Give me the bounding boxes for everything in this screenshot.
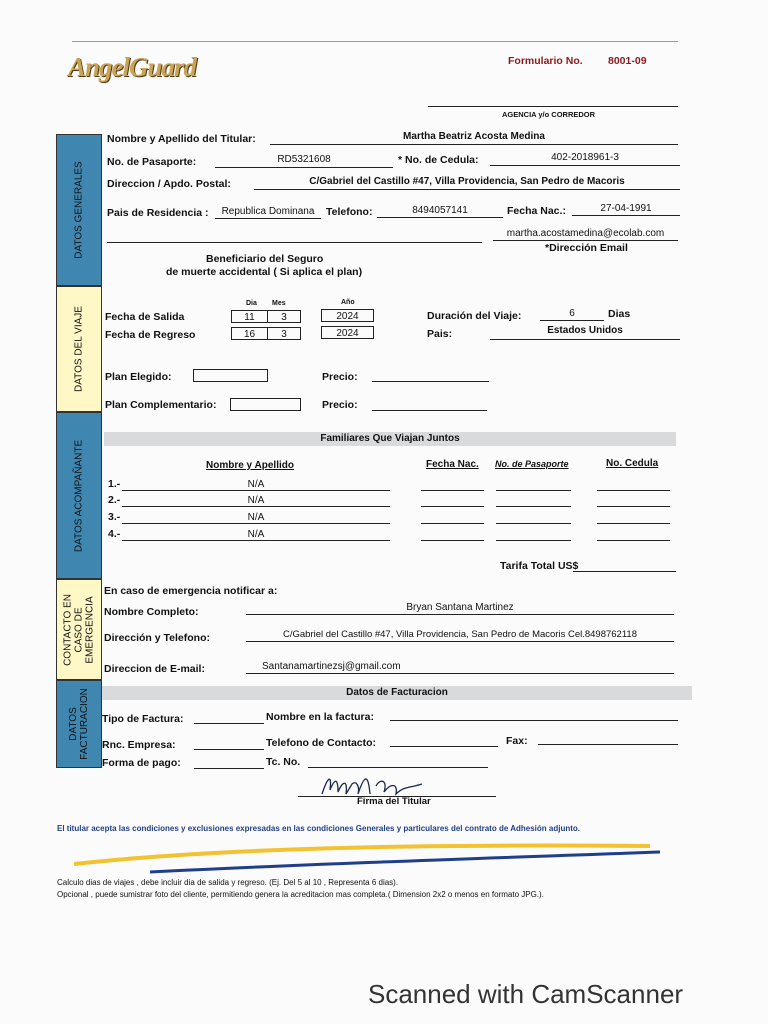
emergency-address-value: C/Gabriel del Castillo #47, Villa Providencia, San Pedro de Macoris Cel.8498762118 xyxy=(283,629,637,640)
emergency-name-value: Bryan Santana Martinez xyxy=(406,602,514,613)
address-line xyxy=(254,189,680,190)
beneficiary-line xyxy=(107,242,482,243)
trip-country-value: Estados Unidos xyxy=(547,325,623,336)
duration-label: Duración del Viaje: xyxy=(427,310,522,322)
section-datos-generales: DATOS GENERALES xyxy=(56,134,102,286)
card-label: Tc. No. xyxy=(266,756,301,768)
phone-line xyxy=(377,217,503,218)
invoice-name-line xyxy=(390,720,678,721)
emergency-name-label: Nombre Completo: xyxy=(104,606,199,618)
trip-country-line xyxy=(490,339,680,340)
companion-row-name: N/A xyxy=(247,495,265,506)
top-rule xyxy=(72,41,678,42)
birth-value: 27-04-1991 xyxy=(600,203,652,214)
cedula-label: * No. de Cedula: xyxy=(398,154,479,166)
passport-value: RD5321608 xyxy=(277,154,331,165)
rnc-label: Rnc. Empresa: xyxy=(102,739,176,751)
beneficiary-label-2: de muerte accidental ( Si aplica el plan) xyxy=(166,266,363,278)
return-label: Fecha de Regreso xyxy=(105,329,196,341)
emergency-address-line xyxy=(246,641,674,642)
duration-line xyxy=(540,320,604,321)
email-line xyxy=(493,240,678,241)
companion-cedula-line xyxy=(597,540,670,541)
companions-bar: Familiares Que Viajan Juntos xyxy=(104,432,676,446)
emergency-email-line xyxy=(246,673,674,674)
companion-cedula-line xyxy=(597,506,670,507)
cedula-value: 402-2018961-3 xyxy=(551,152,619,163)
return-month[interactable]: 3 xyxy=(267,327,301,340)
companion-cedula-line xyxy=(597,490,670,491)
month-header: Mes xyxy=(272,300,286,307)
companion-name-line xyxy=(122,490,390,491)
plan-input[interactable] xyxy=(193,369,268,382)
holder-label: Nombre y Apellido del Titular: xyxy=(107,133,256,145)
companion-row-number: 3.- xyxy=(108,511,121,523)
address-label: Direccion / Apdo. Postal: xyxy=(107,178,231,190)
fax-label: Fax: xyxy=(506,735,528,747)
signature-label: Firma del Titular xyxy=(357,796,431,807)
duration-unit: Dias xyxy=(608,308,631,320)
departure-day[interactable]: 11 xyxy=(231,310,268,323)
section-datos-facturacion: DATOS FACTURACION xyxy=(56,680,102,768)
companion-row-name: N/A xyxy=(247,479,265,490)
form-number: 8001-09 xyxy=(608,55,647,67)
companion-birth-line xyxy=(421,490,484,491)
camscanner-watermark: Scanned with CamScanner xyxy=(368,979,684,1009)
billing-bar: Datos de Facturacion xyxy=(102,686,692,700)
decorative-wave xyxy=(70,838,670,878)
price-line xyxy=(372,381,489,382)
form-number-label: Formulario No. xyxy=(508,55,583,67)
departure-label: Fecha de Salida xyxy=(105,311,185,323)
beneficiary-label-1: Beneficiario del Seguro xyxy=(206,253,324,265)
holder-value: Martha Beatriz Acosta Medina xyxy=(403,131,545,142)
address-value: C/Gabriel del Castillo #47, Villa Providencia, San Pedro de Macoris xyxy=(309,176,625,187)
contact-phone-label: Telefono de Contacto: xyxy=(266,737,377,749)
day-header: Dia xyxy=(246,300,257,307)
col-birth: Fecha Nac. xyxy=(426,459,479,470)
country-line xyxy=(215,218,321,219)
plan-extra-label: Plan Complementario: xyxy=(105,399,217,411)
total-line xyxy=(573,571,676,572)
note-2: Opcional , puede sumistrar foto del cliente, permitiendo genera la acreditacion mas completa.( Dimension 2x2 o menos en formato JPG.). xyxy=(57,890,544,899)
col-passport: No. de Pasaporte xyxy=(495,459,569,469)
cedula-line xyxy=(490,165,680,166)
fax-line xyxy=(538,744,678,745)
departure-month[interactable]: 3 xyxy=(267,310,301,323)
companion-name-line xyxy=(122,540,390,541)
trip-country-label: Pais: xyxy=(427,328,453,340)
section-datos-acompanante: DATOS ACOMPAÑANTE xyxy=(56,412,102,579)
companion-row-number: 2.- xyxy=(108,494,121,506)
email-value: martha.acostamedina@ecolab.com xyxy=(506,228,665,239)
invoice-type-label: Tipo de Factura: xyxy=(102,713,184,725)
col-name: Nombre y Apellido xyxy=(206,460,294,471)
companion-name-line xyxy=(122,523,390,524)
companion-passport-line xyxy=(496,523,571,524)
col-cedula: No. Cedula xyxy=(606,458,659,469)
email-label: *Dirección Email xyxy=(545,242,628,254)
companion-row-name: N/A xyxy=(247,512,265,523)
contact-phone-line xyxy=(390,746,498,747)
invoice-type-line xyxy=(194,723,264,724)
emergency-address-label: Dirección y Telefono: xyxy=(104,632,210,644)
note-1: Calculo dias de viajes , debe incluir dia de salida y regreso. (Ej. Del 5 al 10 , Representa 6 dias). xyxy=(57,878,399,887)
year-header: Año xyxy=(341,299,355,306)
companion-birth-line xyxy=(421,506,484,507)
companion-passport-line xyxy=(496,490,571,491)
emergency-email-label: Direccion de E-mail: xyxy=(104,663,205,675)
country-value: Republica Dominana xyxy=(221,206,315,217)
emergency-email-value: Santanamartinezsj@gmail.com xyxy=(262,661,401,672)
return-year[interactable]: 2024 xyxy=(321,326,374,339)
companion-birth-line xyxy=(421,540,484,541)
holder-line xyxy=(270,144,678,145)
companion-name-line xyxy=(122,506,390,507)
invoice-name-label: Nombre en la factura: xyxy=(266,711,374,723)
rnc-line xyxy=(194,749,264,750)
agency-label: AGENCIA y/o CORREDOR xyxy=(502,110,596,119)
terms-text: El titular acepta las condiciones y exclusiones expresadas en las condiciones Generales y particulares del contrato de Adhesión adjunto. xyxy=(57,824,580,833)
emergency-name-line xyxy=(246,614,674,615)
companion-passport-line xyxy=(496,506,571,507)
payment-label: Forma de pago: xyxy=(102,757,181,769)
payment-line xyxy=(194,768,264,769)
companion-row-name: N/A xyxy=(247,529,265,540)
companion-passport-line xyxy=(496,540,571,541)
section-datos-viaje: DATOS DEL VIAJE xyxy=(56,286,102,412)
phone-value: 8494057141 xyxy=(412,205,468,216)
return-day[interactable]: 16 xyxy=(231,327,268,340)
price-line-2 xyxy=(372,410,487,411)
angelguard-logo: AngelGuard xyxy=(68,52,197,82)
phone-label: Telefono: xyxy=(326,206,373,218)
birth-line xyxy=(572,215,680,216)
total-label: Tarifa Total US$ xyxy=(500,560,579,572)
emergency-intro: En caso de emergencia notificar a: xyxy=(104,585,278,597)
duration-value: 6 xyxy=(569,308,575,319)
country-label: Pais de Residencia : xyxy=(107,207,209,219)
companion-cedula-line xyxy=(597,523,670,524)
plan-extra-input[interactable] xyxy=(230,398,301,411)
departure-year[interactable]: 2024 xyxy=(321,309,374,322)
section-contacto-emergencia: CONTACTO EN CASO DE EMERGENCIA xyxy=(56,579,102,680)
companion-row-number: 1.- xyxy=(108,478,121,490)
price-label: Precio: xyxy=(322,371,358,383)
companion-row-number: 4.- xyxy=(108,528,121,540)
price-label-2: Precio: xyxy=(322,399,358,411)
agency-line xyxy=(428,106,678,107)
passport-label: No. de Pasaporte: xyxy=(107,156,197,168)
birth-label: Fecha Nac.: xyxy=(507,205,566,217)
passport-line xyxy=(215,167,393,168)
companion-birth-line xyxy=(421,523,484,524)
plan-label: Plan Elegido: xyxy=(105,371,172,383)
